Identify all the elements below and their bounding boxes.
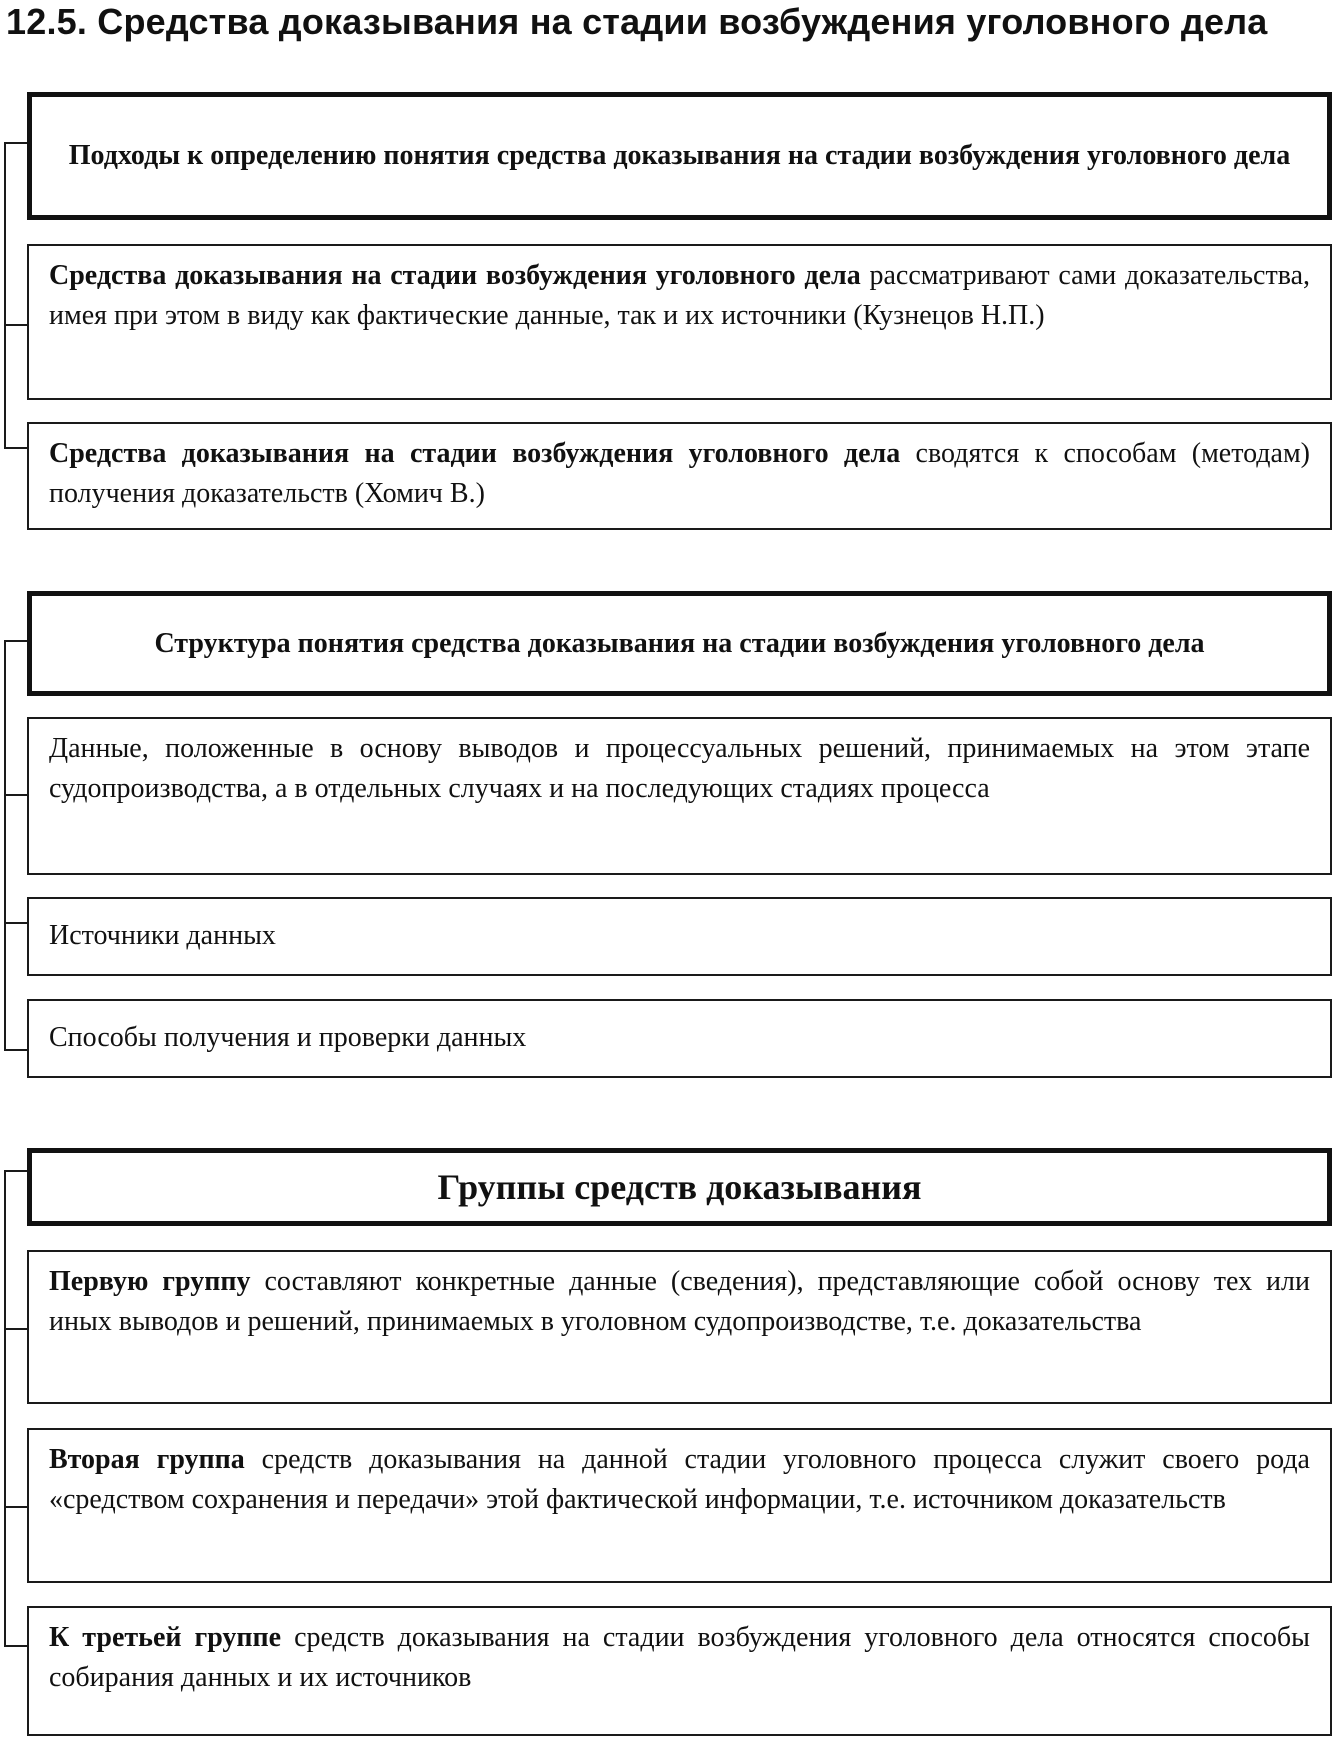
item-text: Способы получения и проверки данных xyxy=(49,1022,527,1053)
connector-horizontal xyxy=(4,142,28,144)
section-header-approaches xyxy=(27,92,1332,220)
connector-vertical xyxy=(4,142,6,449)
connector-horizontal xyxy=(4,640,28,642)
connector-horizontal xyxy=(4,922,28,924)
connector-vertical xyxy=(4,1170,6,1647)
item-text: средств доказывания на данной стадии уголовного процесса служит своего рода «средством сохранения и передачи» этой фактической информации, т.е. источником доказательств xyxy=(49,1444,1310,1515)
item-lead-text: Вторая группа xyxy=(49,1444,245,1475)
item-text: составляют конкретные данные (сведения), представляющие собой основу тех или иных выводов и решений, принимаемых в уголовном судопроизводстве, т.е. доказательства xyxy=(49,1266,1310,1337)
connector-horizontal xyxy=(4,1506,28,1508)
connector-horizontal xyxy=(4,1328,28,1330)
item-text: сводятся к способам (методам) получения доказательств (Хомич В.) xyxy=(49,438,1310,509)
page-title: 12.5. Средства доказывания на стадии возбуждения уголовного дела xyxy=(6,1,1268,42)
group-item-third xyxy=(27,1606,1332,1736)
structure-item-data xyxy=(27,717,1332,875)
connector-horizontal xyxy=(4,447,28,449)
connector-vertical xyxy=(4,640,6,1051)
item-lead-text: Первую группу xyxy=(49,1266,251,1297)
group-item-second xyxy=(27,1428,1332,1583)
section-header-groups xyxy=(27,1148,1332,1226)
connector-horizontal xyxy=(4,1645,28,1647)
structure-item-sources xyxy=(27,897,1332,976)
connector-horizontal xyxy=(4,1049,28,1051)
structure-item-methods xyxy=(27,999,1332,1078)
item-lead-text: Средства доказывания на стадии возбуждения уголовного дела xyxy=(49,260,861,291)
connector-horizontal xyxy=(4,794,28,796)
item-text: Источники данных xyxy=(49,920,276,951)
item-text: Данные, положенные в основу выводов и процессуальных решений, принимаемых на этом этапе судопроизводства, а в отдельных случаях и на последующих стадиях процесса xyxy=(49,733,1310,804)
approach-item-kuznetsov xyxy=(27,244,1332,400)
group-item-first xyxy=(27,1250,1332,1404)
item-lead-text: Средства доказывания на стадии возбуждения уголовного дела xyxy=(49,438,901,469)
approach-item-khomich xyxy=(27,422,1332,530)
section-header-structure xyxy=(27,591,1332,696)
item-lead-text: К третьей группе xyxy=(49,1622,282,1653)
item-text: средств доказывания на стадии возбуждения уголовного дела относятся способы собирания данных и их источников xyxy=(49,1622,1310,1693)
connector-horizontal xyxy=(4,1170,28,1172)
section-header-text: Подходы к определению понятия средства доказывания на стадии возбуждения уголовного дела xyxy=(68,140,1291,171)
item-text: рассматривают сами доказательства, имея при этом в виду как фактические данные, так и их источники (Кузнецов Н.П.) xyxy=(49,260,1310,331)
section-header-text: Группы средств доказывания xyxy=(437,1167,922,1207)
connector-horizontal xyxy=(4,324,28,326)
section-header-text: Структура понятия средства доказывания на стадии возбуждения уголовного дела xyxy=(154,627,1205,659)
